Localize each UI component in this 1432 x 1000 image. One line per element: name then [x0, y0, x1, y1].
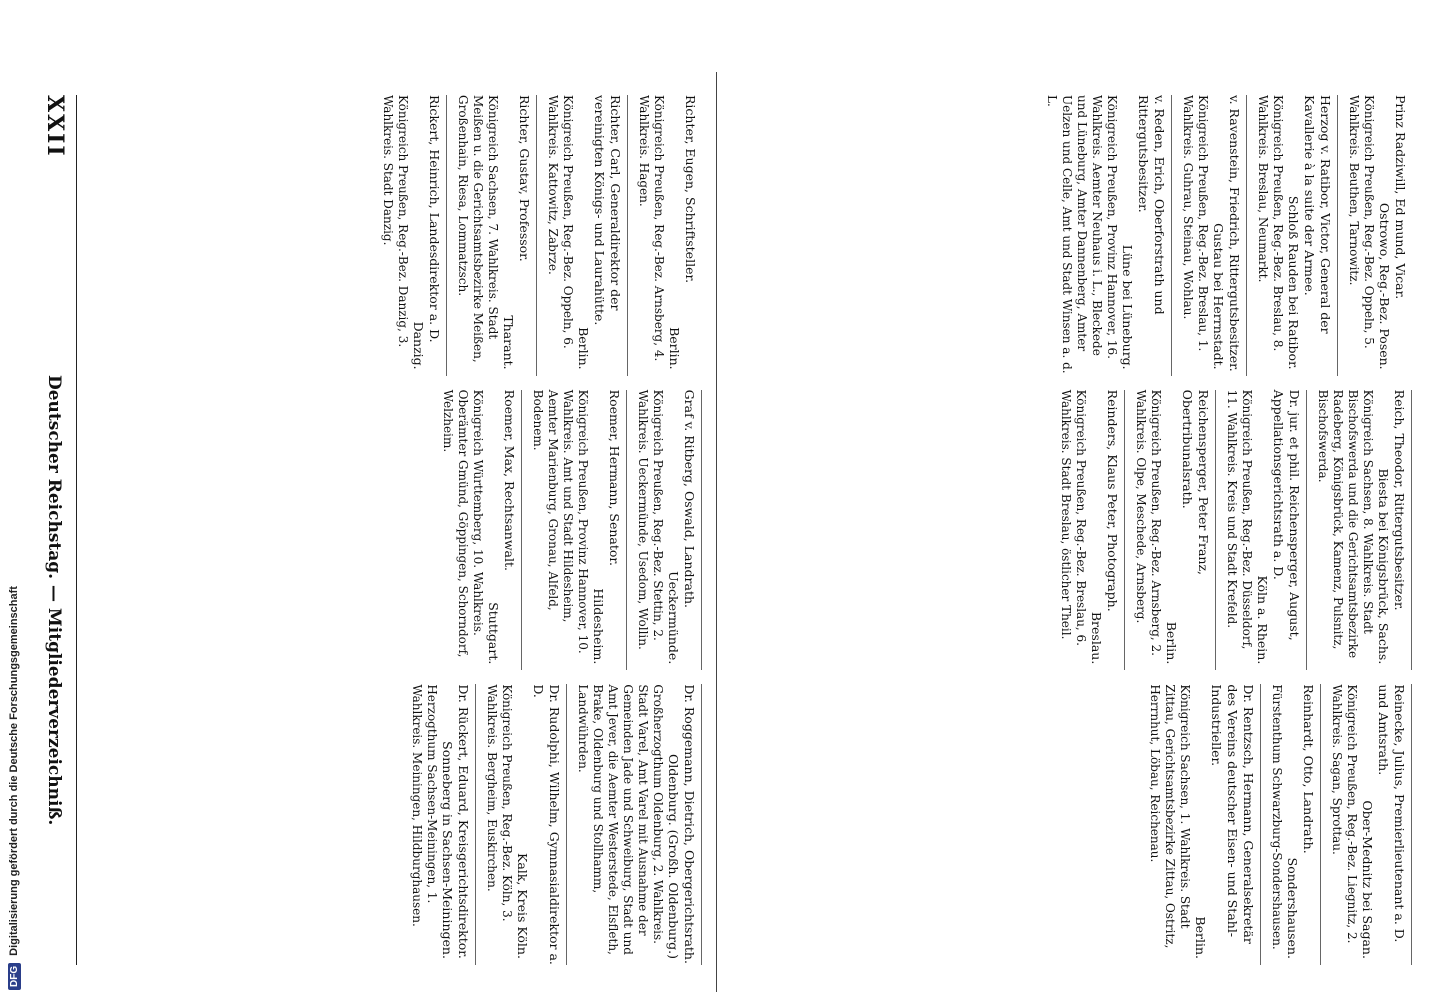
member-residence: Ostrowo, Reg.-Bez. Posen. — [1377, 202, 1392, 370]
member-entry — [1172, 95, 1247, 376]
member-entry — [401, 684, 476, 965]
electoral-district: Großherzogthum Oldenburg, 2. Wahlkreis. Stadt Varel, Amt Varel mit Ausnahme der Gemeinden Jade und Schweiburg, Stadt und Amt Jever, die Aemter Westerstede, Elsfleth, Brake, Oldenburg und Stollhamm, Landwührden. — [576, 684, 665, 955]
electoral-district: Königreich Preußen, Reg.-Bez. Düsseldorf, 11. Wahlkreis. Kreis und Stadt Krefeld. — [1225, 389, 1254, 650]
right-half-listing — [92, 95, 702, 965]
member-residence: Sondershausen. — [1285, 857, 1300, 959]
dfg-logo: DFG — [8, 963, 21, 990]
member-entry — [628, 95, 702, 376]
electoral-district: Königreich Preußen, Reg.-Bez. Arnsberg, 2. Wahlkreis. Olpe, Meschede, Arnsberg. — [1134, 389, 1163, 656]
member-entry — [1036, 95, 1172, 376]
member-name: Reich, Theodor, Rittergutsbesitzer. — [1392, 389, 1407, 611]
column-divider — [716, 72, 717, 992]
member-entry — [372, 95, 447, 376]
page-number: XXII — [42, 95, 68, 158]
member-entry — [1321, 684, 1412, 965]
member-entry — [1338, 95, 1412, 376]
member-residence: Schloß Rauden bei Ratibor. — [1286, 195, 1301, 370]
member-name: Dr. Roggemann, Dietrich, Obergerichtsrath. — [682, 684, 697, 964]
funding-note: Digitalisierung gefördert durch die Deutsche Forschungsgemeinschaft — [8, 586, 20, 956]
member-name: Dr. Rudolphi, Wilhelm, Gymnasialdirektor a. D. — [531, 684, 562, 965]
member-name: v. Ravenstein, Friedrich, Rittergutsbesitzer. — [1227, 95, 1242, 372]
member-name: Richter, Eugen, Schriftsteller. — [683, 95, 698, 284]
electoral-district: Königreich Sachsen, 1. Wahlkreis. Stadt Zittau, Gerichtsamtsbezirke Zittau, Ostritz, Herrnhut, Löbau, Reichenau. — [1148, 684, 1192, 949]
electoral-district: Königreich Preußen, Reg.-Bez. Breslau, 8. Wahlkreis. Breslau, Neumarkt. — [1256, 95, 1285, 352]
member-entry — [432, 390, 522, 671]
member-residence: Berlin. — [1193, 916, 1208, 959]
electoral-district: Herzogthum Sachsen-Meiningen, 1. Wahlkreis. Meiningen, Hildburghausen. — [410, 684, 439, 927]
member-residence: Berlin. — [667, 327, 682, 370]
member-residence: Breslau. — [1089, 611, 1104, 665]
member-entry — [567, 684, 702, 965]
electoral-district: Königreich Preußen, Reg.-Bez. Köln, 3. Wahlkreis. Bergheim, Euskirchen. — [485, 684, 514, 922]
member-residence: Biesta bei Königsbrück, Sachs. — [1376, 468, 1391, 665]
member-residence: Danzig. — [411, 321, 426, 370]
member-name: Herzog v. Ratibor, Victor, General der Kavallerie à la suite der Armee. — [1302, 95, 1333, 334]
member-name: v. Reden, Erich, Oberforstrath und Rittergutsbesitzer. — [1136, 95, 1167, 315]
electoral-district: Königreich Preußen, Provinz Hannover, 16. Wahlkreis. Aemter Neuhaus i. L., Bleckede und Lüneburg, Amter Dannenberg, Amter Uelzen und Celle, Amt und Stadt Winsen a. d. L. — [1045, 95, 1119, 374]
electoral-district: Königreich Sachsen, 8. Wahlkreis. Stadt Bischofswerda und die Gerichtsamtsbezirke Radeberg, Königsbrück, Kamenz, Pulsnitz, Bischofswerda. — [1316, 389, 1375, 659]
left-half-listing — [732, 95, 1412, 965]
member-name: Richter, Carl, Generaldirektor der vereinigten Königs- und Laurahütte. — [592, 95, 623, 326]
member-residence: Stuttgart. — [486, 602, 501, 665]
member-entry — [1125, 390, 1216, 671]
electoral-district: Fürstenthum Schwarzburg-Sondershausen. — [1270, 684, 1284, 950]
member-entry — [1050, 390, 1125, 671]
member-residence: Berlin. — [576, 327, 591, 370]
member-residence: Gustau bei Herrnstadt. — [1211, 223, 1226, 370]
member-name: Dr. Rentzsch, Hermann, Generalsekretär des Vereins deutscher Eisen- und Stahl-Industrieller. — [1209, 684, 1256, 944]
electoral-district: Königreich Preußen, Reg.-Bez. Danzig, 3. Wahlkreis. Stadt Danzig. — [381, 95, 410, 348]
member-residence: Kalk, Kreis Köln. — [515, 853, 530, 959]
member-entry — [476, 684, 567, 965]
member-residence: Köln a. Rhein. — [1255, 575, 1270, 665]
member-name: Dr. Rückert, Eduard, Kreisgerichtsdirektor. — [456, 684, 471, 959]
page-header — [34, 95, 74, 965]
electoral-district: Königreich Preußen, Reg.-Bez. Breslau, 1. Wahlkreis. Guhrau, Steinau, Wohlau. — [1181, 95, 1210, 352]
funding-sidebar — [8, 30, 28, 990]
member-entry — [447, 95, 537, 376]
member-residence: Tharant. — [501, 315, 516, 370]
electoral-district: Königreich Preußen, Reg.-Bez. Liegnitz, 2. Wahlkreis. Sagan, Sprottau. — [1330, 684, 1359, 944]
member-residence: Hildesheim. — [591, 588, 606, 665]
member-entry — [1307, 390, 1412, 671]
electoral-district: Königreich Preußen, Provinz Hannover, 10. Wahlkreis. Amt und Stadt Hildesheim, Aemter Marienburg, Gronau, Alfeld, Bodenem. — [531, 389, 590, 654]
member-entry — [1216, 390, 1307, 671]
member-name: Reichensperger, Peter Franz, Obertribunalsrath. — [1180, 389, 1211, 576]
member-name: Richter, Gustav, Professor. — [517, 95, 532, 262]
electoral-district: Königreich Preußen, Reg.-Bez. Arnsberg, 4. Wahlkreis. Hagen. — [637, 95, 666, 362]
running-title: Deutscher Reichstag. — Mitgliederverzeichniß. — [44, 375, 64, 826]
member-residence: Sonneberg in Sachsen-Meiningen. — [440, 741, 455, 959]
member-residence: Oldenburg. (Großh. Oldenburg.) — [666, 754, 681, 959]
member-name: Roemer, Max, Rechtsanwalt. — [502, 389, 517, 571]
member-entry — [1261, 684, 1321, 965]
electoral-district: Königreich Württemberg, 10. Wahlkreis. Oberämter Gmünd, Göppingen, Schorndorf, Welzheim. — [441, 389, 485, 658]
electoral-district: Königreich Preußen, Reg.-Bez. Breslau, 6. Wahlkreis. Stadt Breslau, östlicher Theil. — [1059, 389, 1088, 646]
member-name: Rickert, Heinrich, Landesdirektor a. D. — [427, 95, 442, 343]
member-entry — [1247, 95, 1338, 376]
member-residence: Ober-Mednitz bei Sagan. — [1360, 800, 1375, 959]
electoral-district: Königreich Sachsen, 7. Wahlkreis. Stadt Meißen u. die Gerichtsamtsbezirke Meißen, Großenhain, Riesa, Lommatzsch. — [456, 95, 500, 363]
member-residence: Lüne bei Lüneburg. — [1120, 244, 1135, 370]
electoral-district: Königreich Preußen, Reg.-Bez. Oppeln, 5. Wahlkreis. Beuthen, Tarnowitz. — [1347, 95, 1376, 349]
member-name: Reinecke, Julius, Premierlieutenant a. D. und Amtsrath. — [1376, 684, 1407, 943]
member-residence: Berlin. — [1164, 621, 1179, 665]
header-rule — [76, 95, 77, 965]
member-name: Reinhardt, Otto, Landrath. — [1301, 684, 1316, 854]
member-name: Roemer, Hermann, Senator. — [607, 389, 622, 567]
member-entry — [537, 95, 628, 376]
electoral-district: Königreich Preußen, Reg.-Bez. Stettin, 2. Wahlkreis. Ueckermünde, Usedom, Wollin. — [636, 389, 665, 650]
member-entry — [627, 390, 702, 671]
member-entry — [522, 390, 627, 671]
member-name: Dr. jur. et phil. Reichensperger, August, Appellationsgerichtsrath a. D. — [1271, 389, 1302, 641]
member-name: Graf v. Ritberg, Oswald, Landrath. — [682, 389, 697, 608]
member-name: Reinders, Klaus Peter, Photograph. — [1105, 389, 1120, 612]
member-name: Prinz Radziwill, Ed mund, Vicar. — [1393, 95, 1408, 300]
electoral-district: Königreich Preußen, Reg.-Bez. Oppeln, 6. Wahlkreis. Kattowitz, Zabrze. — [546, 95, 575, 349]
member-entry — [1139, 684, 1261, 965]
member-residence: Ueckermünde. — [666, 571, 681, 665]
